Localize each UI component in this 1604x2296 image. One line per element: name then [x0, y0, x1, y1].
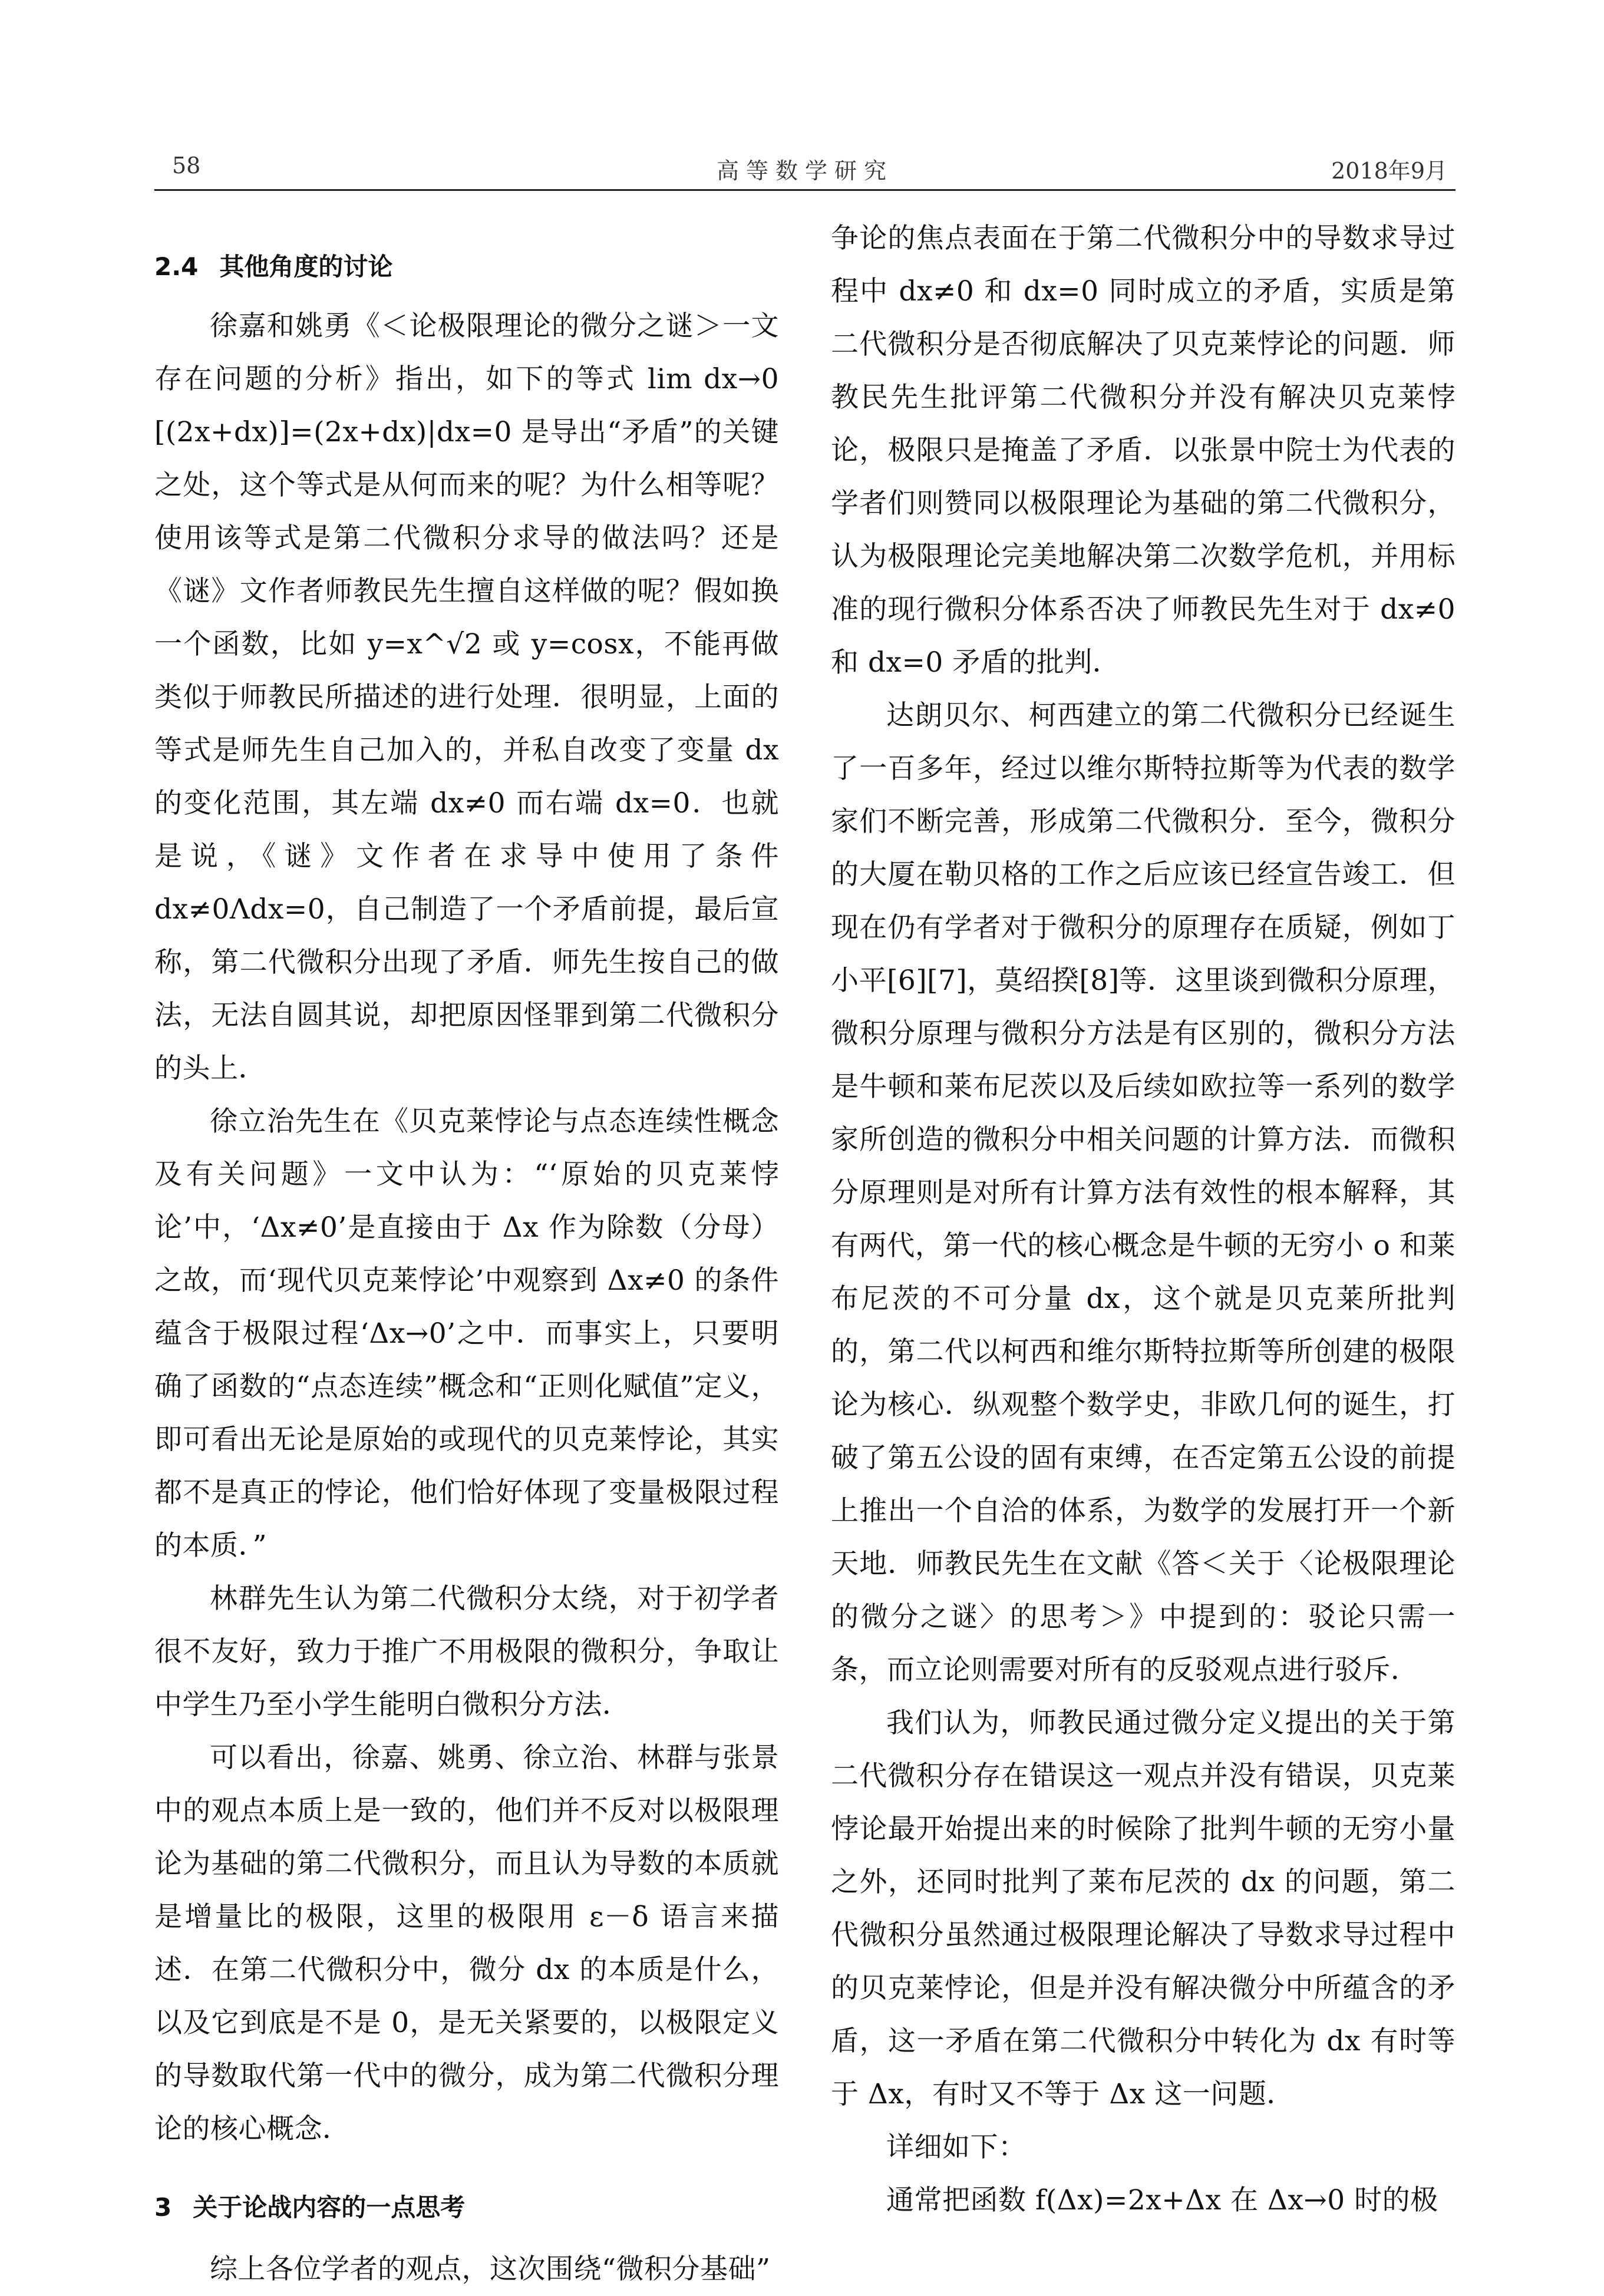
- section-number: 2.4: [154, 252, 199, 281]
- paragraph: 徐嘉和姚勇《＜论极限理论的微分之谜＞一文存在问题的分析》指出，如下的等式 lim dx→0 [(2x+dx)]=(2x+dx)|dx=0 是导出“矛盾”的关键之处，这个等式是从何而来的呢？为什么相等呢？使用该等式是第二代微积分求导的做法吗？还是《谜》文作者师教民先生擅自这样做的呢？假如换一个函数，比如 y=x^√2 或 y=cosx，不能再做类似于师教民所描述的进行处理．很明显，上面的等式是师先生自己加入的，并私自改变了变量 dx 的变化范围，其左端 dx≠0 而右端 dx=0．也就是说，《谜》文作者在求导中使用了条件 dx≠0Λdx=0，自己制造了一个矛盾前提，最后宣称，第二代微积分出现了矛盾．师先生按自己的做法，无法自圆其说，却把原因怪罪到第二代微积分的头上．: [154, 310, 779, 1085]
- right-column: [831, 212, 1456, 2227]
- section-title: 其他角度的讨论: [219, 252, 393, 281]
- journal-title: 高等数学研究: [716, 158, 893, 184]
- section-heading-3: [154, 2179, 779, 2236]
- paragraph: 林群先生认为第二代微积分太绕，对于初学者很不友好，致力于推广不用极限的微积分，争取让中学生乃至小学生能明白微积分方法．: [154, 1583, 779, 1721]
- paragraph: 达朗贝尔、柯西建立的第二代微积分已经诞生了一百多年，经过以维尔斯特拉斯等为代表的数学家们不断完善，形成第二代微积分．至今，微积分的大厦在勒贝格的工作之后应该已经宣告竣工．但现在仍有学者对于微积分的原理存在质疑，例如丁小平[6][7]，莫绍揆[8]等．这里谈到微积分原理，微积分原理与微积分方法是有区别的，微积分方法是牛顿和莱布尼茨以及后续如欧拉等一系列的数学家所创造的微积分中相关问题的计算方法．而微积分原理则是对所有计算方法有效性的根本解释，其有两代，第一代的核心概念是牛顿的无穷小 o 和莱布尼茨的不可分量 dx，这个就是贝克莱所批判的，第二代以柯西和维尔斯特拉斯等所创建的极限论为核心．纵观整个数学史，非欧几何的诞生，打破了第五公设的固有束缚，在否定第五公设的前提上推出一个自洽的体系，为数学的发展打开一个新天地．师教民先生在文献《答＜关于〈论极限理论的微分之谜〉的思考＞》中提到的：驳论只需一条，而立论则需要对所有的反驳观点进行驳斥．: [831, 699, 1456, 1686]
- issue-date: 2018年9月: [1331, 158, 1447, 184]
- paragraph: 详细如下：: [886, 2131, 1027, 2163]
- section-number: 3: [154, 2193, 172, 2222]
- paragraph: 徐立治先生在《贝克莱悖论与点态连续性概念及有关问题》一文中认为：“‘原始的贝克莱悖论’中，‘Δx≠0’是直接由于 Δx 作为除数（分母）之故，而‘现代贝克莱悖论’中观察到 Δx≠0 的条件蕴含于极限过程‘Δx→0’之中．而事实上，只要明确了函数的“点态连续”概念和“正则化赋值”定义，即可看出无论是原始的或现代的贝克莱悖论，其实都不是真正的悖论，他们恰好体现了变量极限过程的本质．”: [154, 1105, 779, 1562]
- paragraph: 可以看出，徐嘉、姚勇、徐立治、林群与张景中的观点本质上是一致的，他们并不反对以极限理论为基础的第二代微积分，而且认为导数的本质就是增量比的极限，这里的极限用 ε－δ 语言来描述．在第二代微积分中，微分 dx 的本质是什么，以及它到底是不是 0，是无关紧要的，以极限定义的导数取代第一代中的微分，成为第二代微积分理论的核心概念．: [154, 1742, 779, 2145]
- paragraph-continuation: 争论的焦点表面在于第二代微积分中的导数求导过程中 dx≠0 和 dx=0 同时成立的矛盾，实质是第二代微积分是否彻底解决了贝克莱悖论的问题．师教民先生批评第二代微积分并没有解决贝克莱悖论，极限只是掩盖了矛盾．以张景中院士为代表的学者们则赞同以极限理论为基础的第二代微积分，认为极限理论完美地解决第二次数学危机，并用标准的现行微积分体系否决了师教民先生对于 dx≠0 和 dx=0 矛盾的批判．: [831, 222, 1456, 679]
- left-column: [154, 239, 779, 2296]
- paragraph: 综上各位学者的观点，这次围绕“微积分基础”: [210, 2253, 771, 2285]
- paragraph: 我们认为，师教民通过微分定义提出的关于第二代微积分存在错误这一观点并没有错误，贝克莱悖论最开始提出来的时候除了批判牛顿的无穷小量之外，还同时批判了莱布尼茨的 dx 的问题，第二代微积分虽然通过极限理论解决了导数求导过程中的贝克莱悖论，但是并没有解决微分中所蕴含的矛盾，这一矛盾在第二代微积分中转化为 dx 有时等于 Δx，有时又不等于 Δx 这一问题．: [831, 1707, 1456, 2110]
- paragraph: 通常把函数 f(Δx)=2x+Δx 在 Δx→0 时的极: [886, 2184, 1438, 2216]
- page-number: 58: [172, 153, 201, 179]
- section-title: 关于论战内容的一点思考: [193, 2193, 466, 2222]
- running-header: [154, 150, 1456, 191]
- section-heading-2-4: [154, 239, 779, 295]
